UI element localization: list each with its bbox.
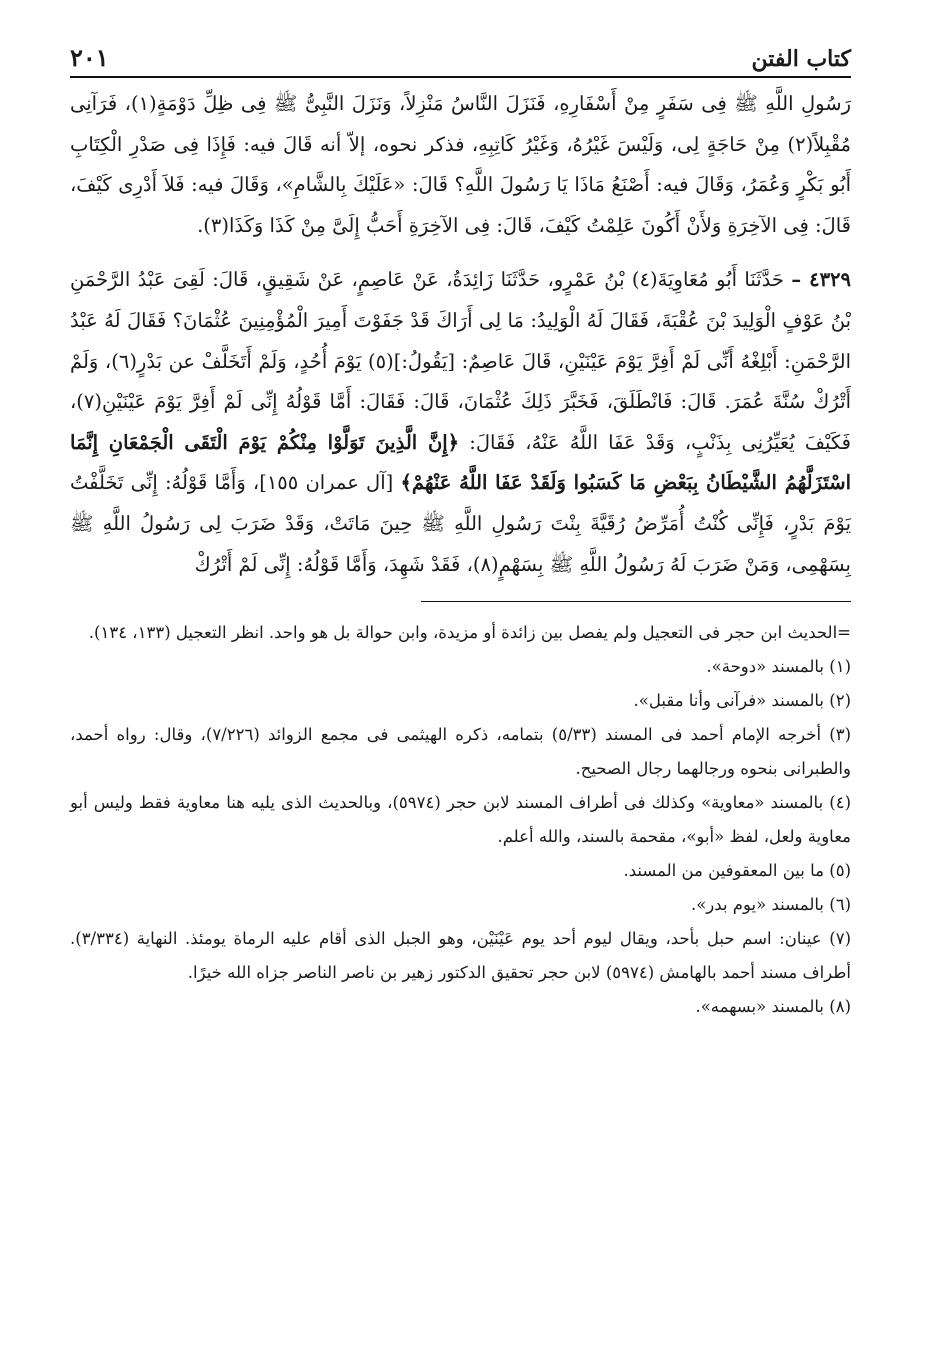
hadith-paragraph: [70, 260, 851, 585]
hadith-chain: حَدَّثَنَا أَبُو مُعَاوِيَةَ(٤) بْنُ عَمْرٍو، حَدَّثَنَا زَائِدَةُ، عَنْ عَاصِمٍ، عَنْ شَقِيقٍ، قَالَ: لَقِىَ عَبْدُ الرَّحْمَنِ بْنُ عَوْفٍ الْوَلِيدَ بْنَ عُقْبَةَ، فَقَالَ لَهُ الْوَلِيدُ: مَا لِى أَرَاكَ قَدْ جَفَوْتَ أَمِيرَ الْمُؤْمِنِينَ عُثْمَانَ؟ فَقَالَ لَهُ عَبْدُ الرَّحْمَنِ: أَبْلِغْهُ أَنِّى لَمْ أَفِرَّ يَوْمَ عَيْنَيْنِ، قَالَ عَاصِمٌ: [يَقُولُ:](٥) يَوْمَ أُحُدٍ، وَلَمْ أَتَخَلَّفْ عن بَدْرٍ(٦)، وَلَمْ أَتْرُكْ سُنَّةَ عُمَرَ. قَالَ: فَانْطَلَقَ، فَخَبَّرَ ذَلِكَ عُثْمَانَ، قَالَ: فَقَالَ: أَمَّا قَوْلُهُ إِنِّى لَمْ أَفِرَّ يَوْمَ عَيْنَيْنِ(٧)، فَكَيْفَ يُعَيِّرُنِى بِذَنْبٍ، وَقَدْ عَفَا اللَّهُ عَنْهُ، فَقَالَ:: [70, 268, 852, 454]
paragraph-continuation: رَسُولِ اللَّهِ ﷺ فِى سَفَرٍ مِنْ أَسْفَارِهِ، فَنَزَلَ النَّاسُ مَنْزِلاً، وَنَزَلَ النَّبِىُّ ﷺ فِى ظِلِّ دَوْمَةٍ(١)، فَرَآنِى مُقْبِلاً(٢) مِنْ حَاجَةٍ لِى، وَلَيْسَ غَيْرُهُ، وَغَيْرُ كَاتِبِهِ، فذكر نحوه، إلاّ أنه قَالَ فيه: فَإِذَا فِى صَدْرِ الْكِتَابِ أَبُو بَكْرٍ وَعُمَرُ، وَقَالَ فيه: أَصْنَعُ مَاذَا يَا رَسُولَ اللَّهِ؟ قَالَ: «عَلَيْكَ بِالشَّامِ»، وَقَالَ فيه: فَلاَ أَدْرِى كَيْفَ، قَالَ: فِى الآخِرَةِ وَلأَنْ أَكُونَ عَلِمْتُ كَيْفَ، قَالَ: فِى الآخِرَةِ أَحَبُّ إِلَىَّ مِنْ كَذَا وَكَذَا(٣).: [70, 92, 852, 237]
footnote-5: (٥) ما بين المعقوفين من المسند.: [623, 861, 851, 881]
main-text: [70, 84, 851, 585]
footnote-7: (٧) عينان: اسم حبل بأحد، ويقال ليوم أحد يوم عَيْنَيْن، وهو الجبل الذى أقام عليه الرماة يومئذ. النهاية (٣/٣٣٤). أطراف مسند أحمد بالهامش (٥٩٧٤) لابن حجر تحقيق الدكتور زهير بن ناصر الناصر جزاه الله خيرًا.: [70, 929, 851, 983]
footnote-2: (٢) بالمسند «فرآنى وأنا مقبل».: [633, 691, 851, 711]
footnote-4: (٤) بالمسند «معاوية» وكذلك فى أطراف المسند لابن حجر (٥٩٧٤)، وبالحديث الذى يليه هنا معاوية فقط وليس أبو معاوية ولعل، لفظ «أبو»، مقحمة بالسند، والله أعلم.: [70, 793, 852, 847]
footnote-3: (٣) أخرجه الإمام أحمد فى المسند (٥/٣٣) بتمامه، ذكره الهيثمى فى مجمع الزوائد (٧/٢٢٦)، وقال: رواه أحمد، والطبرانى بنحوه ورجالهما رجال الصحيح.: [70, 725, 851, 779]
footnote-1: (١) بالمسند «دوحة».: [706, 657, 851, 677]
hadith-number: ٤٣٢٩ –: [791, 268, 851, 292]
footnote-divider: [421, 601, 851, 602]
chapter-title: كتاب الفتن: [751, 46, 851, 72]
running-header: [70, 30, 851, 78]
hadith-rest: [آل عمران ١٥٥]، وَأَمَّا قَوْلُهُ: إِنِّى تَخَلَّفْتُ يَوْمَ بَدْرٍ، فَإِنِّى كُنْتُ أُمَرِّضُ رُقَيَّةَ بِنْتَ رَسُولِ اللَّهِ ﷺ حِينَ مَاتَتْ، وَقَدْ ضَرَبَ لِى رَسُولُ اللَّهِ ﷺ بِسَهْمِى، وَمَنْ ضَرَبَ لَهُ رَسُولُ اللَّهِ ﷺ بِسَهْمٍ(٨)، فَقَدْ شَهِدَ، وَأَمَّا قَوْلُهُ: إِنِّى لَمْ أَتْرُكْ: [70, 471, 851, 576]
footnote-continuation: =الحديث ابن حجر فى التعجيل ولم يفصل بين زائدة أو مزيدة، وابن حوالة بل هو واحد. انظر التعجيل (١٣٣، ١٣٤).: [88, 623, 851, 643]
footnotes: [70, 616, 851, 1024]
page-number: ٢٠١: [70, 43, 109, 72]
footnote-6: (٦) بالمسند «يوم بدر».: [690, 895, 851, 915]
quran-verse: ﴿إِنَّ الَّذِينَ تَوَلَّوْا مِنْكُمْ يَوْمَ الْتَقَى الْجَمْعَانِ إِنَّمَا اسْتَزَلَّهُمُ الشَّيْطَانُ بِبَعْضِ مَا كَسَبُوا وَلَقَدْ عَفَا اللَّهُ عَنْهُمْ﴾: [70, 430, 852, 495]
book-page: [70, 30, 851, 1340]
footnote-8: (٨) بالمسند «بسهمه».: [695, 997, 851, 1017]
